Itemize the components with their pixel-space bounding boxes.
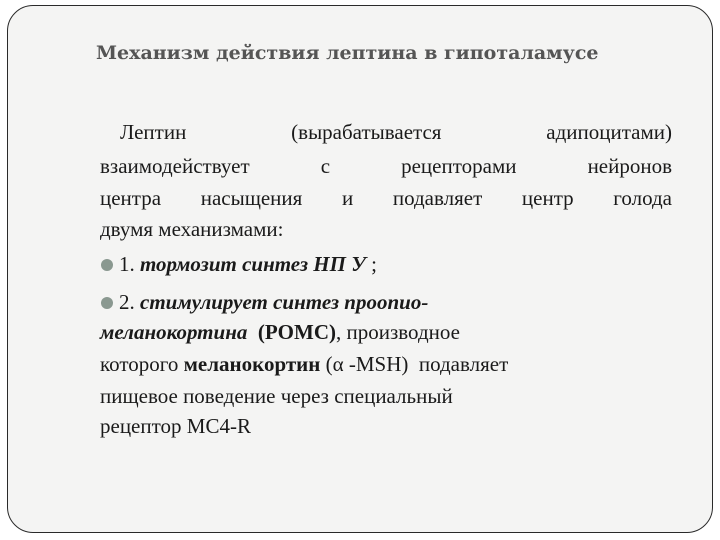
bullet-number: 1. (119, 252, 135, 276)
bullet-emphasis: меланокортина (100, 320, 248, 344)
paragraph-line-2 (100, 152, 672, 181)
bullet-text: которого (100, 352, 179, 376)
msh-label: (α -MSH) (325, 352, 409, 376)
slide-title: Механизм действия лептина в гипоталамусе (96, 42, 599, 64)
melanocortin-label: меланокортин (183, 352, 321, 376)
bullet-text: подавляет (418, 352, 509, 376)
word: Лептин (120, 120, 187, 144)
bullet-emphasis: тормозит синтез НП У (140, 252, 366, 276)
paragraph-line-3: центра насыщения и подавляет центр голода (100, 186, 672, 210)
paragraph-line-4: двумя механизмами: (100, 217, 284, 241)
word: адипоцитами) (546, 120, 673, 144)
word: с (320, 154, 331, 178)
word: рецепторами (401, 154, 517, 178)
bullet-number: 2. (119, 290, 135, 314)
bullet-2-line-2 (100, 318, 672, 347)
bullet-tail: ; (371, 252, 377, 276)
word: нейронов (587, 154, 673, 178)
bullet-2-line-1 (119, 288, 669, 317)
pomc-label: (POMC) (257, 320, 336, 344)
paragraph-line-1 (100, 118, 672, 147)
bullet-1 (119, 250, 669, 279)
bullet-icon (101, 297, 113, 309)
word: (вырабатывается (291, 120, 442, 144)
bullet-icon (101, 259, 113, 271)
bullet-2-line-3 (100, 350, 672, 379)
bullet-text: , производное (336, 320, 460, 344)
word: взаимодействует (100, 154, 250, 178)
bullet-2-line-5: рецептор MC4-R (100, 414, 251, 438)
bullet-emphasis: стимулирует синтез проопио- (140, 290, 429, 314)
bullet-2-line-4: пищевое поведение через специальный (100, 384, 453, 408)
